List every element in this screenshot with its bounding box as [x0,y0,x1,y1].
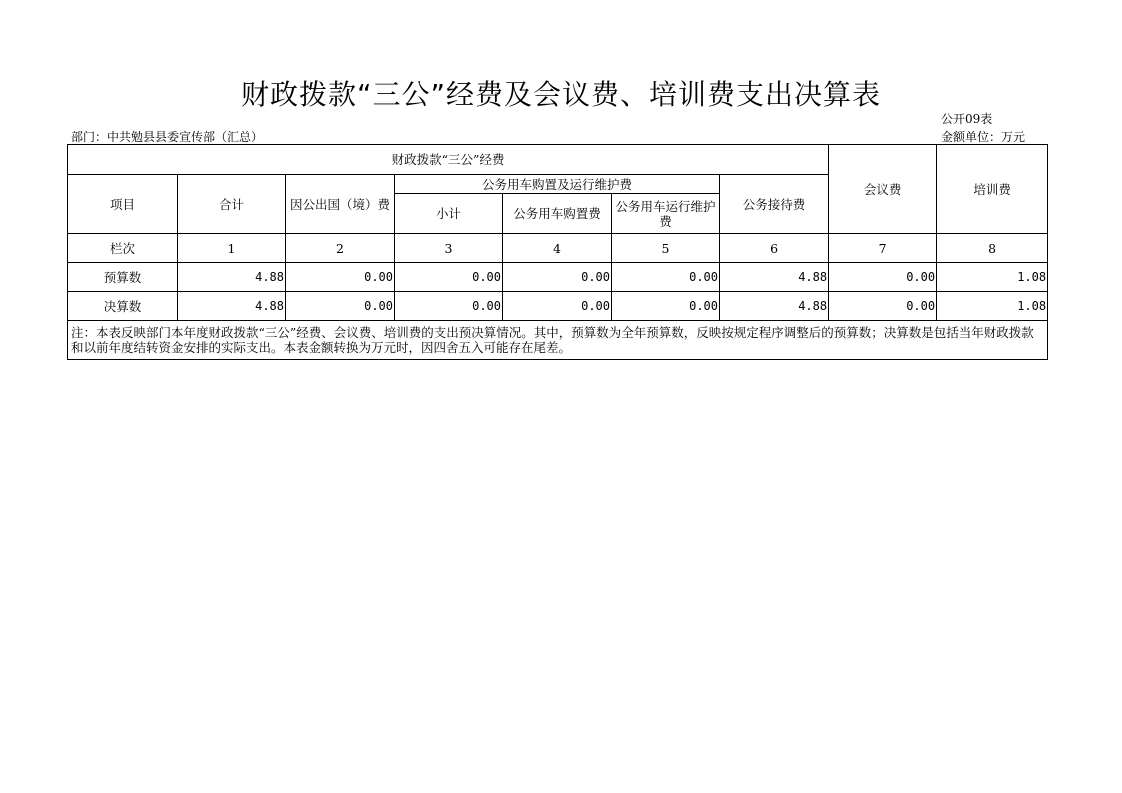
column-index-cell: 8 [937,234,1048,263]
header-item: 项目 [68,175,178,234]
header-abroad: 因公出国（境）费 [286,175,395,234]
table-cell: 4.88 [720,292,829,321]
header-reception: 公务接待费 [720,175,829,234]
page-title: 财政拨款“三公”经费及会议费、培训费支出决算表 [240,78,881,111]
column-index-cell: 3 [395,234,503,263]
header-vehicle-purchase: 公务用车购置费 [503,194,612,234]
table-cell: 0.00 [612,292,720,321]
column-index-cell: 6 [720,234,829,263]
footnote: 注：本表反映部门本年度财政拨款“三公”经费、会议费、培训费的支出预决算情况。其中，预算数为全年预算数，反映按规定程序调整后的预算数；决算数是包括当年财政拨款和以前年度结转资金安排的实际支出。本表金额转换为万元时，因四舍五入可能存在尾差。 [68,321,1048,360]
table-cell: 1.08 [937,263,1048,292]
header-training: 培训费 [937,145,1048,234]
table-cell: 0.00 [395,292,503,321]
column-index-cell: 5 [612,234,720,263]
column-index-cell: 7 [829,234,937,263]
header-vehicle-group: 公务用车购置及运行维护费 [395,175,720,194]
header-meeting: 会议费 [829,145,937,234]
column-index-cell: 4 [503,234,612,263]
table-cell: 0.00 [829,263,937,292]
expenditure-table [67,144,1048,360]
table-cell: 0.00 [286,292,395,321]
column-index-row [68,234,1048,263]
department-label: 部门：中共勉县县委宣传部（汇总） [71,130,264,144]
header-total: 合计 [178,175,286,234]
row-label: 决算数 [68,292,178,321]
table-cell: 4.88 [178,263,286,292]
header-subtotal: 小计 [395,194,503,234]
table-cell: 0.00 [503,263,612,292]
table-cell: 0.00 [829,292,937,321]
row-label: 预算数 [68,263,178,292]
table-cell: 0.00 [395,263,503,292]
form-number: 公开09表 [941,112,993,126]
table-cell: 0.00 [503,292,612,321]
table-row [68,292,1048,321]
table-row [68,263,1048,292]
table-cell: 4.88 [720,263,829,292]
header-sangong-group: 财政拨款“三公”经费 [68,145,829,175]
column-index-cell: 1 [178,234,286,263]
table-cell: 0.00 [612,263,720,292]
table-cell: 4.88 [178,292,286,321]
table-cell: 0.00 [286,263,395,292]
unit-label: 金额单位：万元 [941,130,1026,144]
column-index-label: 栏次 [68,234,178,263]
column-index-cell: 2 [286,234,395,263]
table-cell: 1.08 [937,292,1048,321]
header-vehicle-operation: 公务用车运行维护费 [612,194,720,234]
